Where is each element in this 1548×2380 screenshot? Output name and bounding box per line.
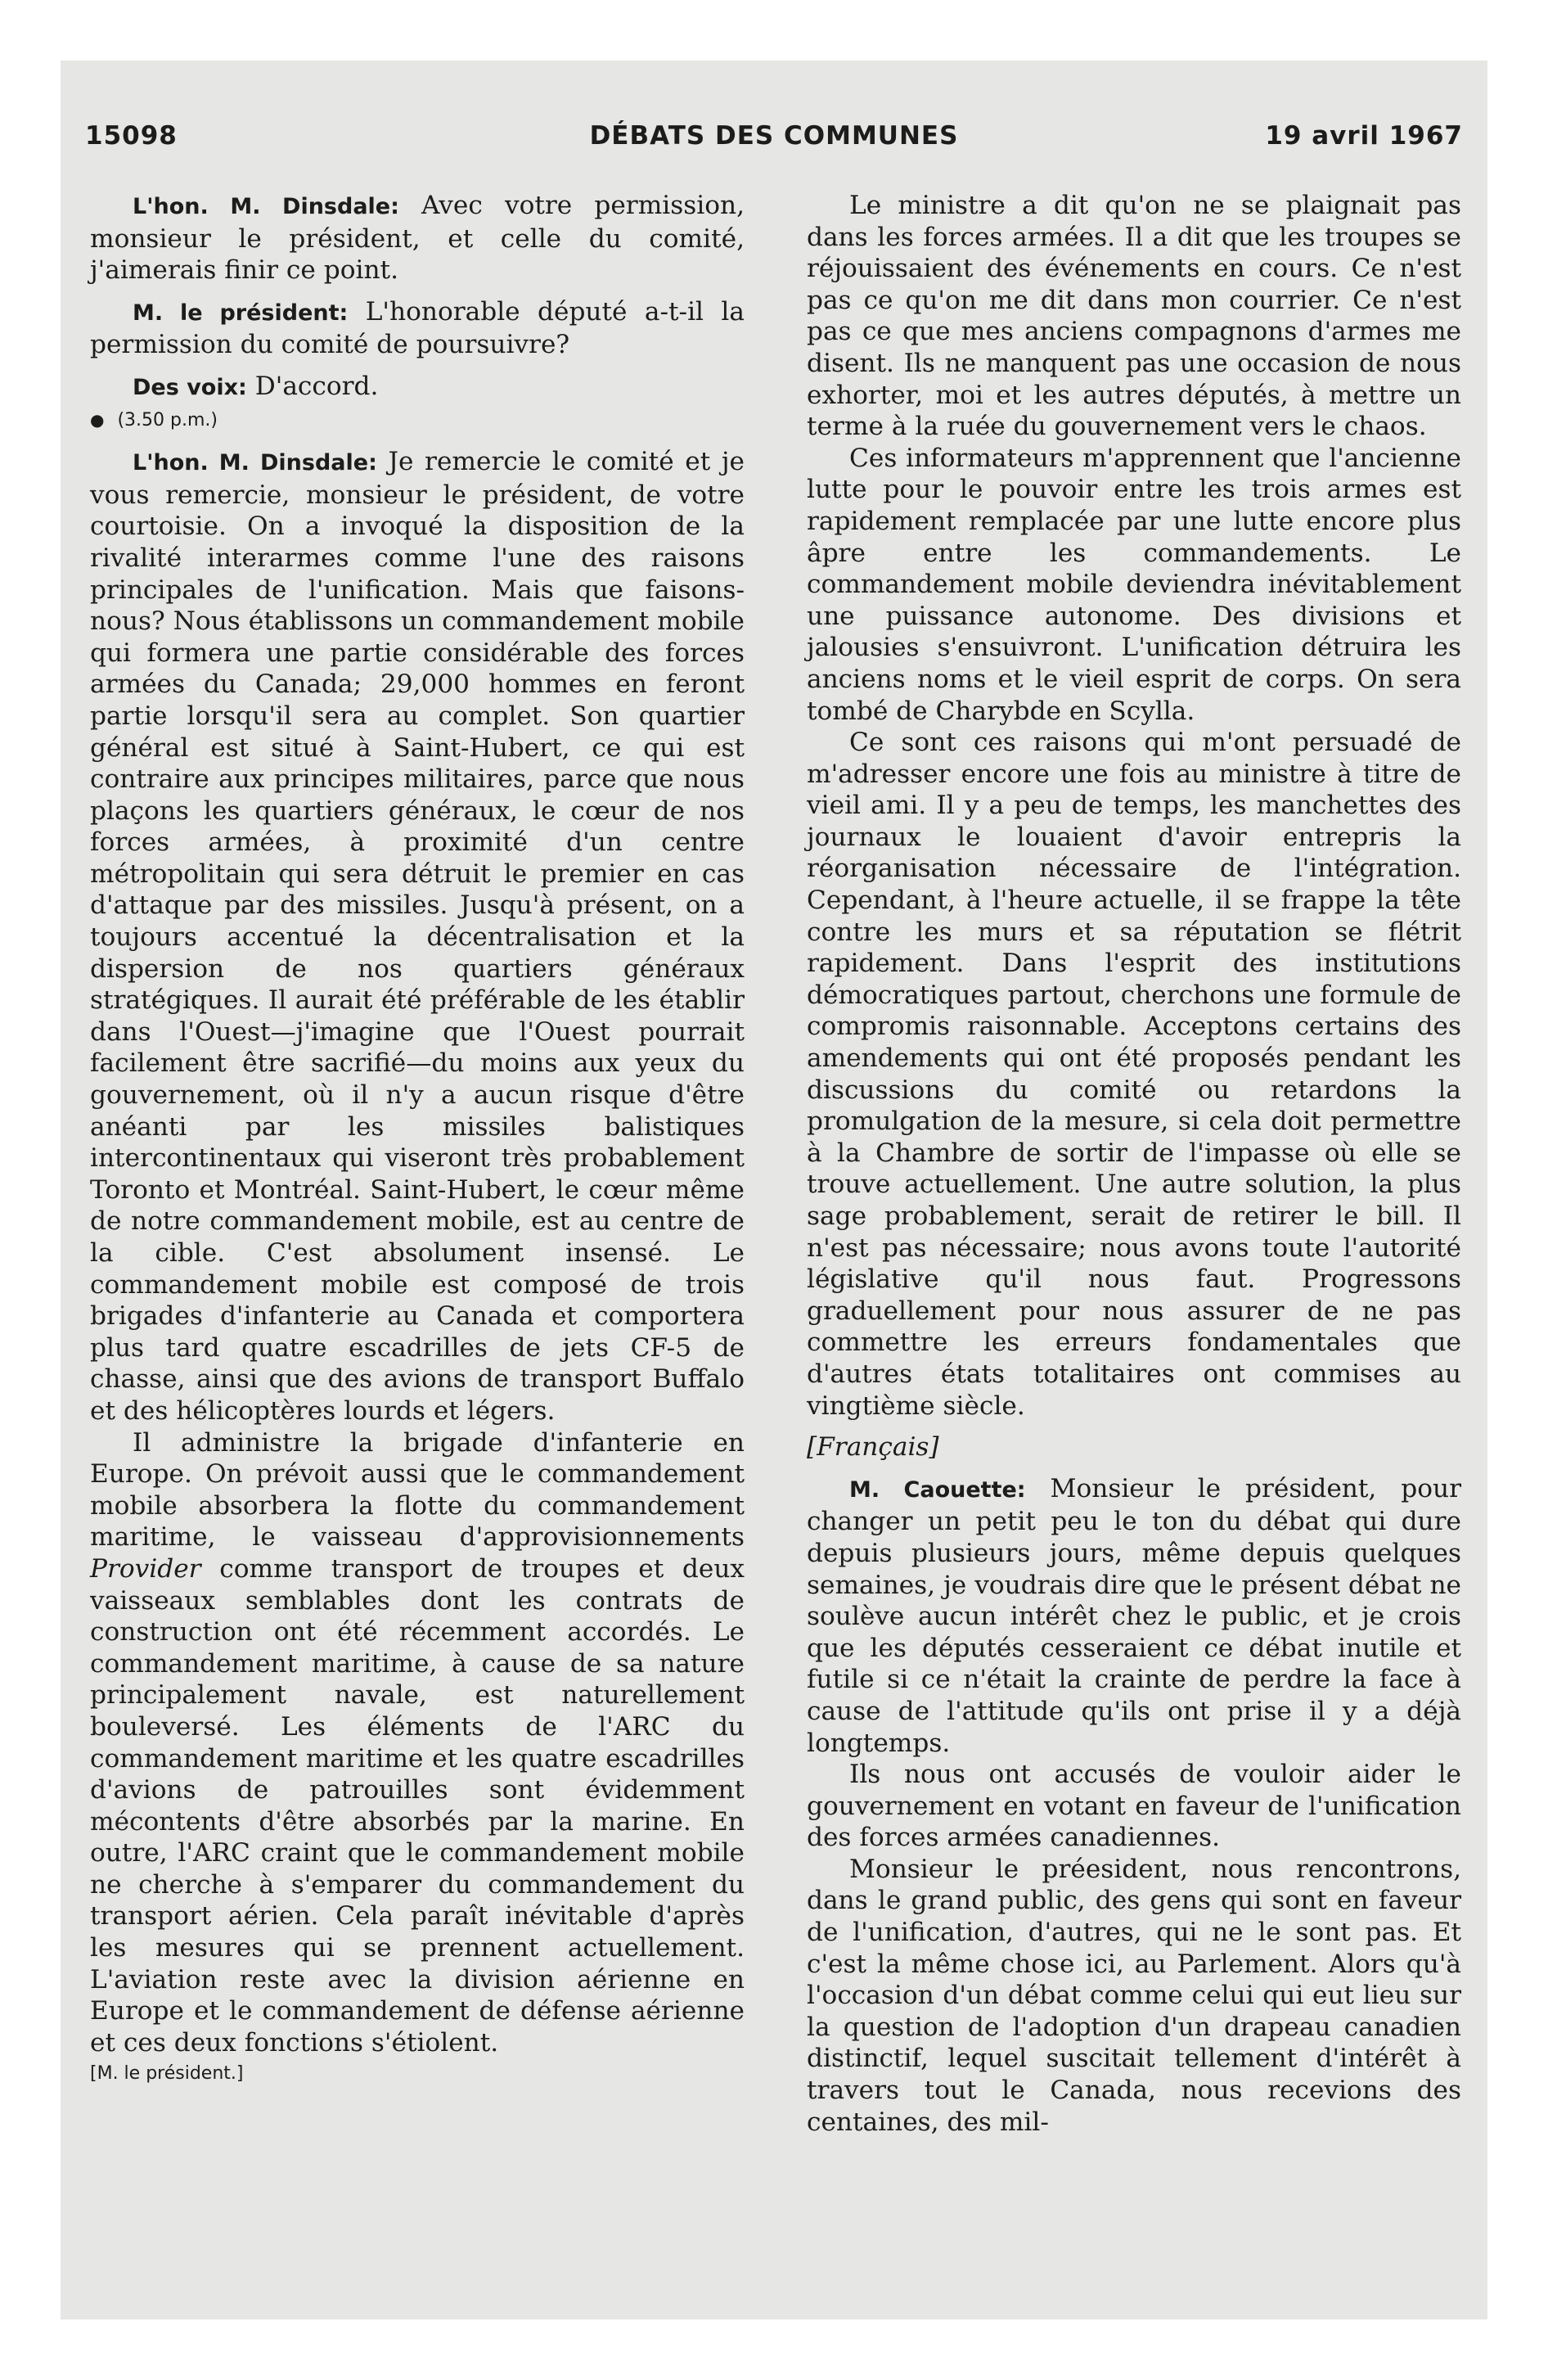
paragraph xyxy=(807,1473,1461,1759)
left-column xyxy=(90,190,745,2090)
speech-text: D'accord. xyxy=(254,371,379,401)
speech-text: L'honorable député a-t-il la permission du comité de poursuivre? xyxy=(90,296,745,360)
publication-date: 19 avril 1967 xyxy=(1265,121,1463,151)
page-header xyxy=(85,121,1463,162)
speaker-name: M. Caouette: xyxy=(849,1476,1026,1503)
paragraph: Ils nous ont accusés de vouloir aider le gouvernement en votant en faveur de l'unification des forces armées canadiennes. xyxy=(807,1760,1461,1853)
time-marker xyxy=(90,404,745,437)
paragraph: Monsieur le préesident, nous rencontrons, dans le grand public, des gens qui sont en faveur de l'unification, d'autres, qui ne le sont pas. Et c'est la même chose ici, au Parlement. Alors qu'à l'occasion d'un débat comme celui qui eut lieu sur la question de l'adoption d'un drapeau canadien distinctif, lequel suscitait tellement d'intérêt à travers tout le Canada, nous recevions des centaines, des mil- xyxy=(807,1854,1461,2137)
bullet-icon: ● xyxy=(90,409,105,430)
paragraph xyxy=(90,446,745,1427)
speaker-footer-reference: [M. le président.] xyxy=(90,2063,244,2085)
paragraph xyxy=(90,371,745,404)
language-marker: [Français] xyxy=(807,1432,939,1463)
page-sheet xyxy=(61,61,1487,2319)
speaker-name: L'hon. M. Dinsdale: xyxy=(133,194,399,219)
paragraph: Ce sont ces raisons qui m'ont persuadé de m'adresser encore une fois au ministre à titre de vieil ami. Il y a peu de temps, les manchettes des journaux le louaient d'avoir entrepris la réorganisation nécessaire de l'intégration. Cependant, à l'heure actuelle, il se frappe la tête contre les murs et sa réputation se flétrit rapidement. Dans l'esprit des institutions démocratiques partout, cherchons une formule de compromis raisonnable. Acceptons certains des amendements qui ont été proposés pendant les discussions du comité ou retardons la promulgation de la mesure, si cela doit permettre à la Chambre de sortir de l'impasse où elle se trouve actuellement. Une autre solution, la plus sage probablement, serait de retirer le bill. Il n'est pas nécessaire; nous avons toute l'autorité législative qu'il nous faut. Progressons graduellement pour nous assurer de ne pas commettre les erreurs fondamentales que d'autres états totalitaires ont commises au vingtième siècle. xyxy=(807,728,1461,1421)
speech-text: Je remercie le comité et je vous remercie, monsieur le président, de votre courtoisie. On a invoqué la disposition de la rivalité interarmes comme l'une des raisons principales de l'unification. Mais que faisons-nous? Nous établissons un commandement mobile qui formera une partie considérable des forces armées du Canada; 29,000 hommes en feront partie lorsqu'il sera au complet. Son quartier général est situé à Saint-Hubert, ce qui est contraire aux principes militaires, parce que nous plaçons les quartiers généraux, le cœur de nos forces armées, à proximité d'un centre métropolitain qui sera détruit le premier en cas d'attaque par des missiles. Jusqu'à présent, on a toujours accentué la décentralisation et la dispersion de nos quartiers généraux stratégiques. Il aurait été préférable de les établir dans l'Ouest—j'imagine que l'Ouest pourrait facilement être sacrifié—du moins aux yeux du gouvernement, où il n'y a aucun risque d'être anéanti par les missiles balistiques intercontinentaux qui viseront très probablement Toronto et Montréal. Saint-Hubert, le cœur même de notre commandement mobile, est au centre de la cible. C'est absolument insensé. Le commandement mobile est composé de trois brigades d'infanterie au Canada et comportera plus tard quatre escadrilles de jets CF-5 de chasse, ainsi que des avions de transport Buffalo et des hélicoptères lourds et légers. xyxy=(90,447,745,1426)
speaker-name: M. le président: xyxy=(133,300,349,326)
time-marker-text: (3.50 p.m.) xyxy=(117,409,218,430)
right-column xyxy=(807,190,1461,2138)
paragraph: Le ministre a dit qu'on ne se plaignait pas dans les forces armées. Il a dit que les troupes se réjouissaient des événements en cours. Ce n'est pas ce qu'on me dit dans mon courrier. Ce n'est pas ce que mes anciens compagnons d'armes me disent. Ils ne manquent pas une occasion de nous exhorter, moi et les autres députés, à mettre un terme à la ruée du gouvernement vers le chaos. xyxy=(807,191,1461,442)
speech-text: Monsieur le président, pour changer un petit peu le ton du débat qui dure depuis plusieurs jours, même depuis quelques semaines, je voudrais dire que le présent débat ne soulève aucun intérêt chez le public, et je crois que les députés cesseraient ce débat inutile et futile si ce n'était la crainte de perdre la face à cause de l'attitude qu'ils ont prise il y a déjà longtemps. xyxy=(807,1473,1461,1758)
page-number: 15098 xyxy=(85,121,178,151)
ship-name: Provider xyxy=(90,1553,201,1584)
paragraph: Ces informateurs m'apprennent que l'ancienne lutte pour le pouvoir entre les trois armes est rapidement remplacée par une lutte encore plus âpre entre les commandements. Le commandement mobile deviendra inévitablement une puissance autonome. Des divisions et jalousies s'ensuivront. L'unification détruira les anciens noms et le vieil esprit de corps. On sera tombé de Charybde en Scylla. xyxy=(807,443,1461,726)
publication-title: DÉBATS DES COMMUNES xyxy=(589,121,959,151)
paragraph xyxy=(90,190,745,286)
speech-text: Avec votre permission, monsieur le président, et celle du comité, j'aimerais finir ce point. xyxy=(90,191,745,286)
paragraph: Il administre la brigade d'infanterie en Europe. On prévoit aussi que le commandement mobile absorbera la flotte du commandement maritime, le vaisseau d'approvisionnements Provider comme transport de troupes et deux vaisseaux semblables dont les contrats de construction ont été récemment accordés. Le commandement maritime, à cause de sa nature principalement navale, est naturellement bouleversé. Les éléments de l'ARC du commandement maritime et les quatre escadrilles d'avions de patrouilles sont évidemment mécontents d'être absorbés par la marine. En outre, l'ARC craint que le commandement mobile ne cherche à s'emparer du commandement du transport aérien. Cela paraît inévitable d'après les mesures qui se prennent actuellement. L'aviation reste avec la division aérienne en Europe et le commandement de défense aérienne et ces deux fonctions s'étiolent. xyxy=(90,1427,745,2058)
paragraph xyxy=(90,296,745,361)
speaker-name: Des voix: xyxy=(133,374,247,400)
speaker-name: L'hon. M. Dinsdale: xyxy=(133,450,377,476)
